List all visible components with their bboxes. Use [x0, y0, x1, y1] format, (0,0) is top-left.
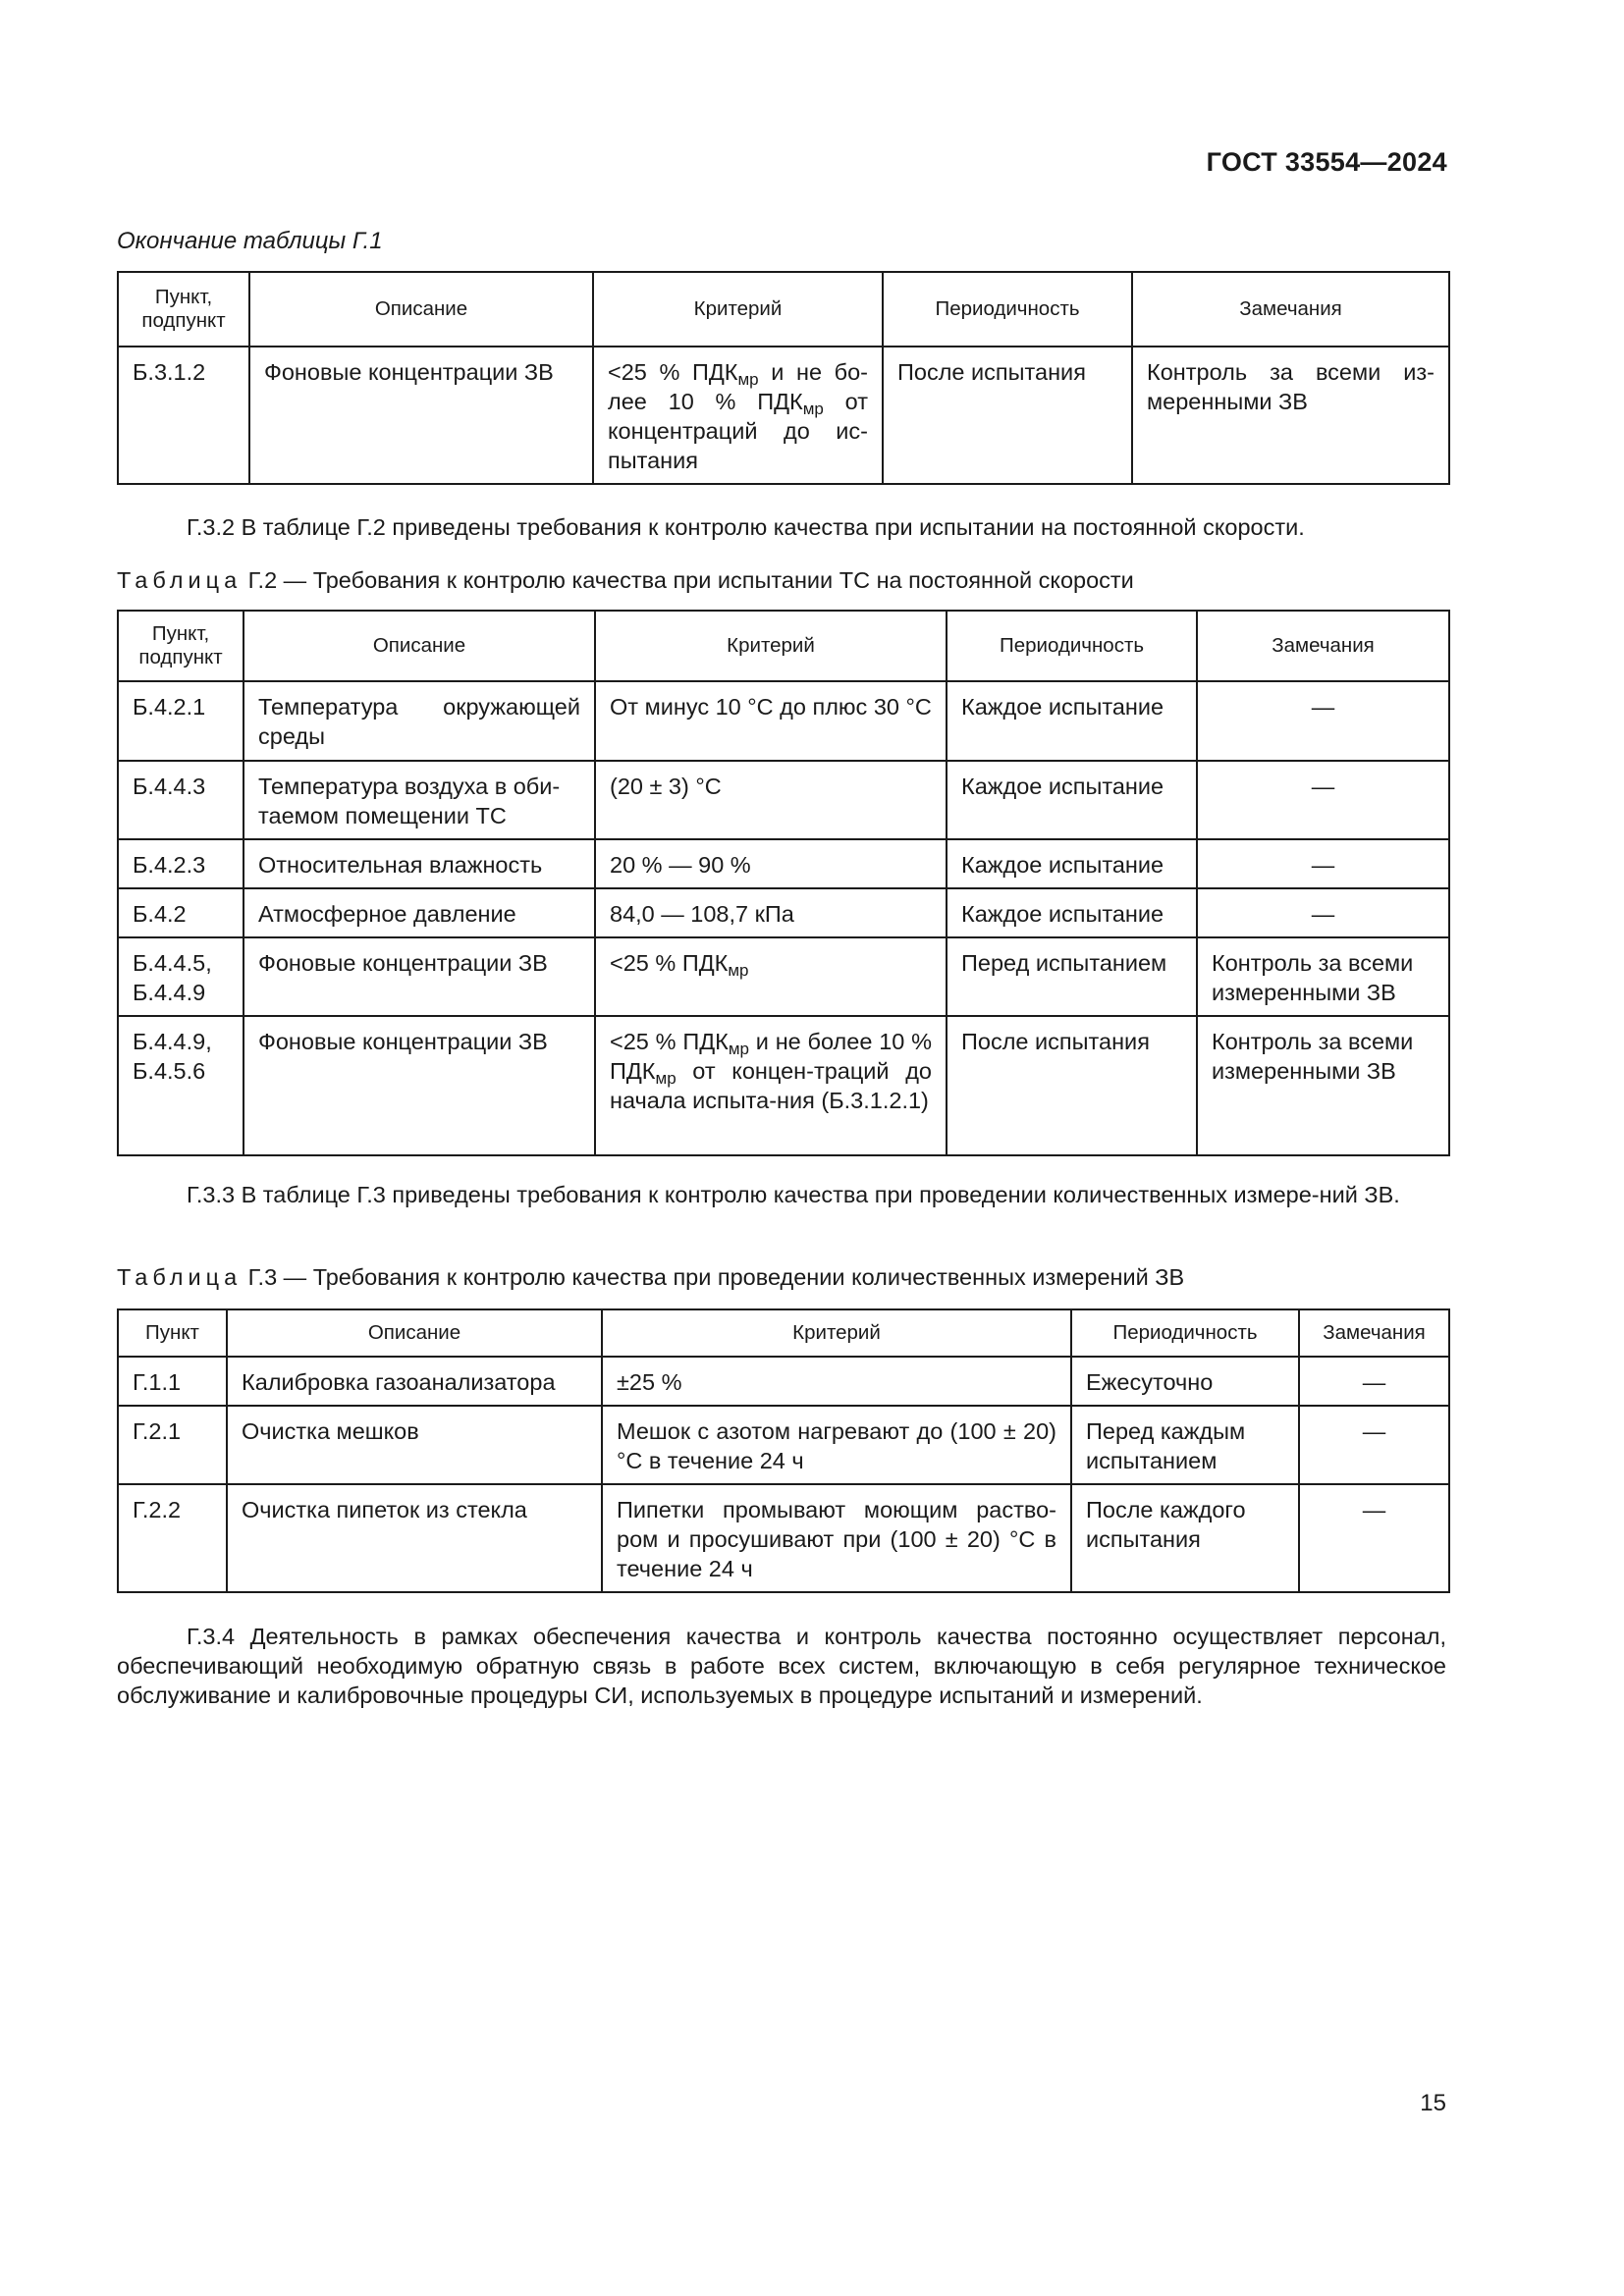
table2-caption: Таблица Г.2 — Требования к контролю качества при испытании ТС на постоянной скорости [117, 567, 1134, 593]
cell-description: Атмосферное давление [258, 901, 516, 927]
cell-periodicity: Перед каждым испытанием [1086, 1418, 1246, 1473]
header-item: Пункт [118, 1309, 227, 1357]
header-item: Пункт, подпункт [118, 611, 244, 681]
table-row [118, 888, 1449, 937]
cell-periodicity: После каждого испытания [1086, 1497, 1246, 1552]
table-header-row [118, 272, 1449, 347]
cell-item: Г.1.1 [133, 1369, 182, 1395]
header-item: Пункт, подпункт [118, 272, 249, 347]
table-row [118, 681, 1449, 761]
table-row [118, 1357, 1449, 1406]
header-periodicity: Периодичность [883, 272, 1132, 347]
cell-periodicity: Перед испытанием [961, 950, 1167, 976]
cell-periodicity: После испытания [897, 359, 1086, 385]
cell-criterion: 84,0 — 108,7 кПа [610, 901, 794, 927]
table-g2 [117, 610, 1450, 1156]
header-notes: Замечания [1132, 272, 1449, 347]
cell-criterion: <25 % $ПДК_{мр}$ [610, 950, 749, 980]
header-description: Описание [244, 611, 595, 681]
table-row [118, 937, 1449, 1016]
table-row [118, 839, 1449, 888]
cell-item: Г.2.1 [133, 1418, 182, 1444]
cell-notes: — [1311, 852, 1335, 878]
cell-description: Температура воздуха в оби-таемом помещении ТС [258, 774, 561, 828]
cell-item: Б.4.4.9, Б.4.5.6 [133, 1029, 212, 1084]
cell-item: Б.3.1.2 [133, 359, 206, 385]
table3-caption: Таблица Г.3 — Требования к контролю качества при проведении количественных измерений ЗВ [117, 1264, 1185, 1290]
header-criterion: Критерий [602, 1309, 1071, 1357]
table-row [118, 761, 1449, 839]
table-row [118, 1484, 1449, 1592]
cell-description: Температура окружающей среды [258, 694, 580, 749]
document-id: ГОСТ 33554—2024 [1206, 147, 1447, 177]
cell-criterion: От минус 10 °С до плюс 30 °С [610, 694, 932, 720]
cell-item: Б.4.4.5, Б.4.4.9 [133, 950, 212, 1005]
cell-description: Относительная влажность [258, 852, 543, 878]
cell-criterion: Пипетки промывают моющим раство-ром и просушивают при (100 ± 20) °С в течение 24 ч [617, 1497, 1056, 1581]
cell-criterion: Мешок с азотом нагревают до (100 ± 20) °С в течение 24 ч [617, 1418, 1056, 1473]
cell-criterion: (20 ± 3) °С [610, 774, 722, 799]
cell-notes: — [1362, 1418, 1386, 1444]
cell-notes: — [1311, 901, 1335, 927]
cell-periodicity: Каждое испытание [961, 852, 1164, 878]
table-header-row [118, 611, 1449, 681]
cell-periodicity: Ежесуточно [1086, 1369, 1214, 1395]
cell-description: Фоновые концентрации ЗВ [264, 359, 554, 385]
cell-notes: — [1362, 1369, 1386, 1395]
cell-item: Б.4.2 [133, 901, 187, 927]
table-row [118, 347, 1449, 484]
table-row [118, 1016, 1449, 1155]
cell-notes: Контроль за всеми измеренными ЗВ [1212, 950, 1414, 1005]
header-description: Описание [249, 272, 593, 347]
cell-periodicity: Каждое испытание [961, 694, 1164, 720]
cell-item: Б.4.2.3 [133, 852, 206, 878]
cell-periodicity: Каждое испытание [961, 774, 1164, 799]
cell-item: Б.4.2.1 [133, 694, 206, 720]
header-periodicity: Периодичность [1071, 1309, 1299, 1357]
table-header-row [118, 1309, 1449, 1357]
cell-criterion: <25 % $ПДК_{мр}$ и не более 10 % $ПДК_{мр}$ от концен-траций до начала испыта-ния (Б.3.1.2.1) [610, 1029, 933, 1113]
header-criterion: Критерий [595, 611, 947, 681]
table-row [118, 1406, 1449, 1484]
cell-criterion: 20 % — 90 % [610, 852, 751, 878]
cell-periodicity: Каждое испытание [961, 901, 1164, 927]
header-notes: Замечания [1299, 1309, 1449, 1357]
cell-notes: — [1311, 694, 1335, 720]
cell-periodicity: После испытания [961, 1029, 1150, 1054]
cell-description: Калибровка газоанализатора [242, 1369, 556, 1395]
paragraph-g33: Г.3.3 В таблице Г.3 приведены требования к контролю качества при проведении количественных измере-ний ЗВ. [187, 1182, 1400, 1207]
paragraph-g34: Г.3.4 Деятельность в рамках обеспечения качества и контроль качества постоянно осуществляет персонал, обеспечивающий необходимую обратную связь в работе всех систем, включающую в себя регулярное техническое обслуживание и калибровочные процедуры СИ, используемых в процедуре испытаний и измерений. [117, 1624, 1446, 1708]
table-g3 [117, 1308, 1450, 1593]
cell-notes: Контроль за всеми из-меренными ЗВ [1147, 359, 1435, 414]
cell-notes: — [1362, 1497, 1386, 1522]
paragraph-g32: Г.3.2 В таблице Г.2 приведены требования к контролю качества при испытании на постоянной скорости. [187, 514, 1305, 540]
header-notes: Замечания [1197, 611, 1449, 681]
cell-description: Очистка мешков [242, 1418, 419, 1444]
table-g1 [117, 271, 1450, 485]
header-criterion: Критерий [593, 272, 883, 347]
cell-criterion: ±25 % [617, 1369, 682, 1395]
cell-notes: Контроль за всеми измеренными ЗВ [1212, 1029, 1414, 1084]
cell-description: Фоновые концентрации ЗВ [258, 950, 548, 976]
cell-description: Фоновые концентрации ЗВ [258, 1029, 548, 1054]
cell-description: Очистка пипеток из стекла [242, 1497, 527, 1522]
cell-criterion: <25 % $ПДК_{мр}$ и не бо-лее 10 % $ПДК_{мр}$ от концентраций до ис-пытания [608, 359, 869, 473]
cell-item: Б.4.4.3 [133, 774, 206, 799]
header-periodicity: Периодичность [947, 611, 1197, 681]
table1-caption: Окончание таблицы Г.1 [117, 228, 383, 254]
cell-notes: — [1311, 774, 1335, 799]
page-number: 15 [1420, 2090, 1446, 2116]
cell-item: Г.2.2 [133, 1497, 182, 1522]
header-description: Описание [227, 1309, 602, 1357]
